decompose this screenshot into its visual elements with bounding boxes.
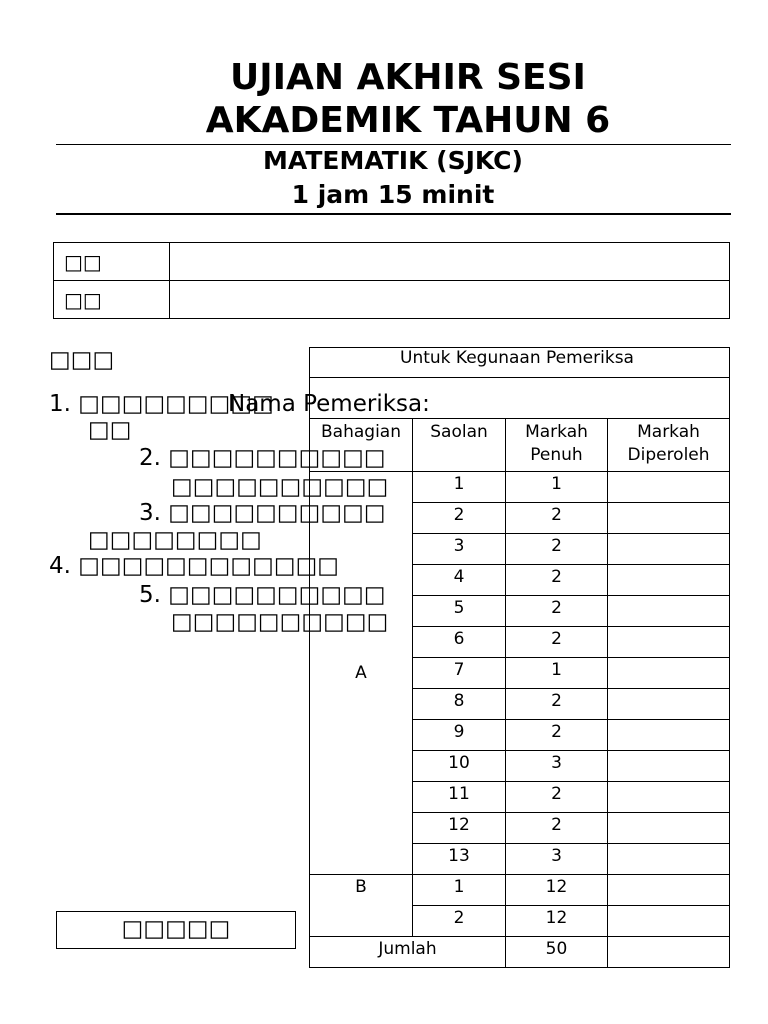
total-label: Jumlah bbox=[310, 937, 506, 968]
full-marks-value: 2 bbox=[506, 627, 608, 658]
header-full-marks: Markah Penuh bbox=[506, 419, 608, 472]
full-marks-value: 2 bbox=[506, 782, 608, 813]
title-line1: UJIAN AKHIR SESI bbox=[230, 57, 586, 98]
marks-obtained-cell[interactable] bbox=[608, 534, 730, 565]
info-field[interactable] bbox=[170, 281, 730, 319]
marks-obtained-cell[interactable] bbox=[608, 565, 730, 596]
info-field[interactable] bbox=[170, 243, 730, 281]
question-number: 6 bbox=[413, 627, 506, 658]
question-number: 10 bbox=[413, 751, 506, 782]
question-number: 2 bbox=[413, 503, 506, 534]
section-label: B bbox=[310, 875, 413, 937]
full-marks-value: 3 bbox=[506, 751, 608, 782]
marks-obtained-cell[interactable] bbox=[608, 720, 730, 751]
marks-obtained-cell[interactable] bbox=[608, 813, 730, 844]
question-number: 5 bbox=[413, 596, 506, 627]
marks-obtained-cell[interactable] bbox=[608, 844, 730, 875]
marks-obtained-cell[interactable] bbox=[608, 751, 730, 782]
student-info-table bbox=[53, 242, 730, 319]
title-line2: AKADEMIK TAHUN 6 bbox=[205, 100, 611, 141]
question-number: 13 bbox=[413, 844, 506, 875]
instruction-item-2-cont: □□□□□□□□□□ bbox=[171, 474, 389, 500]
marks-table-title: Untuk Kegunaan Pemeriksa bbox=[310, 348, 730, 378]
info-label: □□ bbox=[54, 281, 170, 319]
full-marks-value: 2 bbox=[506, 720, 608, 751]
question-number: 2 bbox=[413, 906, 506, 937]
full-marks-value: 1 bbox=[506, 472, 608, 503]
divider-bottom bbox=[56, 213, 731, 215]
question-number: 11 bbox=[413, 782, 506, 813]
full-marks-value: 12 bbox=[506, 875, 608, 906]
full-marks-value: 12 bbox=[506, 906, 608, 937]
instruction-item-4: 4. □□□□□□□□□□□□ bbox=[49, 553, 340, 579]
question-number: 12 bbox=[413, 813, 506, 844]
table-row bbox=[310, 875, 730, 906]
total-obtained-cell[interactable] bbox=[608, 937, 730, 968]
question-number: 9 bbox=[413, 720, 506, 751]
marks-obtained-cell[interactable] bbox=[608, 472, 730, 503]
table-row bbox=[310, 472, 730, 503]
header-section: Bahagian bbox=[310, 419, 413, 472]
instruction-item-3: 3. □□□□□□□□□□ bbox=[139, 500, 386, 526]
full-marks-value: 2 bbox=[506, 534, 608, 565]
instruction-item-3-cont: □□□□□□□□ bbox=[88, 527, 262, 553]
question-number: 8 bbox=[413, 689, 506, 720]
footer-box: □□□□□ bbox=[56, 911, 296, 949]
marks-obtained-cell[interactable] bbox=[608, 658, 730, 689]
marks-obtained-cell[interactable] bbox=[608, 503, 730, 534]
question-number: 1 bbox=[413, 875, 506, 906]
header-question: Saolan bbox=[413, 419, 506, 472]
instruction-item-5-cont: □□□□□□□□□□ bbox=[171, 609, 389, 635]
info-row bbox=[54, 243, 730, 281]
marks-obtained-cell[interactable] bbox=[608, 596, 730, 627]
instructions-heading: □□□ bbox=[49, 347, 115, 373]
full-marks-value: 3 bbox=[506, 844, 608, 875]
full-marks-value: 2 bbox=[506, 689, 608, 720]
full-marks-value: 2 bbox=[506, 565, 608, 596]
marks-obtained-cell[interactable] bbox=[608, 689, 730, 720]
instruction-item-2: 2. □□□□□□□□□□ bbox=[139, 445, 386, 471]
question-number: 3 bbox=[413, 534, 506, 565]
marks-obtained-cell[interactable] bbox=[608, 906, 730, 937]
full-marks-value: 2 bbox=[506, 596, 608, 627]
marks-obtained-cell[interactable] bbox=[608, 782, 730, 813]
duration-text: 1 jam 15 minit bbox=[291, 180, 495, 209]
info-label: □□ bbox=[54, 243, 170, 281]
header-marks-obtained: Markah Diperoleh bbox=[608, 419, 730, 472]
section-label: A bbox=[310, 472, 413, 875]
total-value: 50 bbox=[506, 937, 608, 968]
full-marks-value: 2 bbox=[506, 813, 608, 844]
marks-obtained-cell[interactable] bbox=[608, 627, 730, 658]
question-number: 1 bbox=[413, 472, 506, 503]
full-marks-value: 1 bbox=[506, 658, 608, 689]
examiner-marks-table bbox=[309, 347, 730, 968]
full-marks-value: 2 bbox=[506, 503, 608, 534]
instruction-item-1-cont: □□ bbox=[88, 417, 132, 443]
marks-obtained-cell[interactable] bbox=[608, 875, 730, 906]
question-number: 4 bbox=[413, 565, 506, 596]
instruction-item-5: 5. □□□□□□□□□□ bbox=[139, 582, 386, 608]
question-number: 7 bbox=[413, 658, 506, 689]
instruction-item-1: 1. □□□□□□□□□ bbox=[49, 391, 274, 417]
info-row bbox=[54, 281, 730, 319]
subject-title: MATEMATIK (SJKC) bbox=[263, 146, 523, 175]
examiner-name-cell[interactable] bbox=[310, 378, 730, 419]
examiner-name-label: Nama Pemeriksa: bbox=[228, 391, 430, 417]
